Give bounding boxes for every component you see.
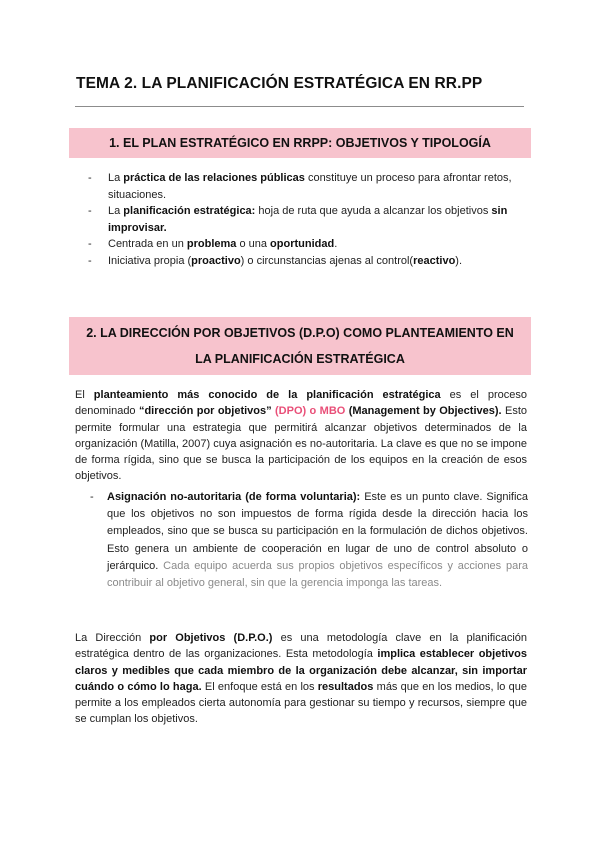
paragraph-text: La Dirección [75, 632, 150, 644]
bullet-bold-text: problema [186, 238, 237, 250]
paragraph-bold-text: Asignación no-autoritaria (de forma voluntaria): [107, 491, 361, 503]
bullet-text: ). [455, 254, 463, 267]
paragraph-bold-text: por Objetivos (D.P.O.) [149, 632, 273, 644]
bullet-item [88, 253, 528, 270]
paragraph-highlight-text: (DPO) o MBO [271, 405, 346, 418]
section-1-bullet-list [88, 170, 528, 269]
paragraph-bold-text: implica establecer objetivos claros y medibles que cada miembro de la organización debe alcanzar, sin importar cuándo o cómo lo haga. [75, 648, 528, 693]
paragraph-text: es una metodología clave en la planificación estratégica dentro de las organizaciones. Esta metodología [75, 632, 528, 661]
section-1-heading [69, 128, 531, 158]
bullet-text: ) o circunstancias ajenas al control( [240, 254, 414, 267]
paragraph-muted-text: Cada equipo acuerda sus propios objetivos específicos y acciones para contribuir al objetivo general, sin que la gerencia imponga las tareas. [107, 559, 528, 590]
bullet-text: La [108, 205, 124, 217]
bullet-bold-text: proactivo [191, 254, 241, 267]
bullet-bold-text: oportunidad [270, 238, 335, 250]
paragraph-bold-text: resultados [317, 680, 374, 693]
dpo-methodology-paragraph [75, 630, 527, 728]
non-authoritarian-assignment-bullet [90, 489, 528, 592]
paragraph-text: El enfoque está en los [201, 680, 318, 693]
bullet-text: o una [236, 238, 271, 250]
paragraph-text: más que en los medios, lo que permite a los empleados cierta autonomía para gestionar su tiempo y recursos, siempre que se cumplan los objetivos. [75, 680, 527, 726]
bullet-item [88, 236, 528, 253]
bullet-bold-text: práctica de las relaciones públicas [123, 172, 305, 184]
section-1-heading-text: 1. EL PLAN ESTRATÉGICO EN RRPP: OBJETIVOS Y TIPOLOGÍA [109, 136, 491, 150]
paragraph-text: El [75, 389, 94, 401]
document-title: TEMA 2. LA PLANIFICACIÓN ESTRATÉGICA EN RR.PP [76, 75, 483, 92]
bullet-item [88, 203, 528, 236]
section-2-heading-line-2: LA PLANIFICACIÓN ESTRATÉGICA [195, 352, 405, 366]
dpo-intro-paragraph [75, 387, 527, 485]
section-2-heading [69, 317, 531, 375]
bullet-text: hoja de ruta que ayuda a alcanzar los objetivos [255, 205, 492, 217]
bullet-item [88, 170, 528, 203]
bullet-text: constituye un proceso para afrontar retos, situaciones. [108, 172, 512, 201]
paragraph-bold-text: planteamiento más conocido de la planificación estratégica [93, 389, 441, 401]
bullet-text: La [108, 172, 124, 184]
bullet-dash: - [90, 491, 94, 503]
bullet-bold-text: sin improvisar. [108, 205, 508, 234]
paragraph-bold-text: (Management by Objectives). [345, 405, 502, 418]
bullet-text: Iniciativa propia ( [108, 254, 192, 267]
paragraph-text: es el proceso denominado [75, 389, 527, 418]
section-2-heading-line-1: 2. LA DIRECCIÓN POR OBJETIVOS (D.P.O) COMO PLANTEAMIENTO EN [86, 326, 514, 340]
paragraph-text: Esto permite formular una estrategia que permitirá alcanzar objetivos determinados de la organización (Matilla, 2007) cuya asignación es no-autoritaria. La clave es que no se impone de forma rígida, sino que se busca la participación de los equipos en la creación de esos objetivos. [75, 405, 527, 483]
paragraph-bold-text: “dirección por objetivos” [138, 405, 272, 418]
title-divider [75, 106, 524, 107]
bullet-bold-text: planificación estratégica: [123, 205, 256, 217]
bullet-text: . [334, 238, 338, 250]
bullet-text: Centrada en un [108, 238, 187, 250]
paragraph-text: Este es un punto clave. Significa que los objetivos no son impuestos de forma rígida desde la dirección hacia los empleados, sino que se busca su participación en la formulación de dichos objetivos. Esto genera un ambiente de cooperación en lugar de uno de control absoluto o jerárquico. [107, 491, 528, 572]
bullet-bold-text: reactivo [413, 254, 456, 267]
